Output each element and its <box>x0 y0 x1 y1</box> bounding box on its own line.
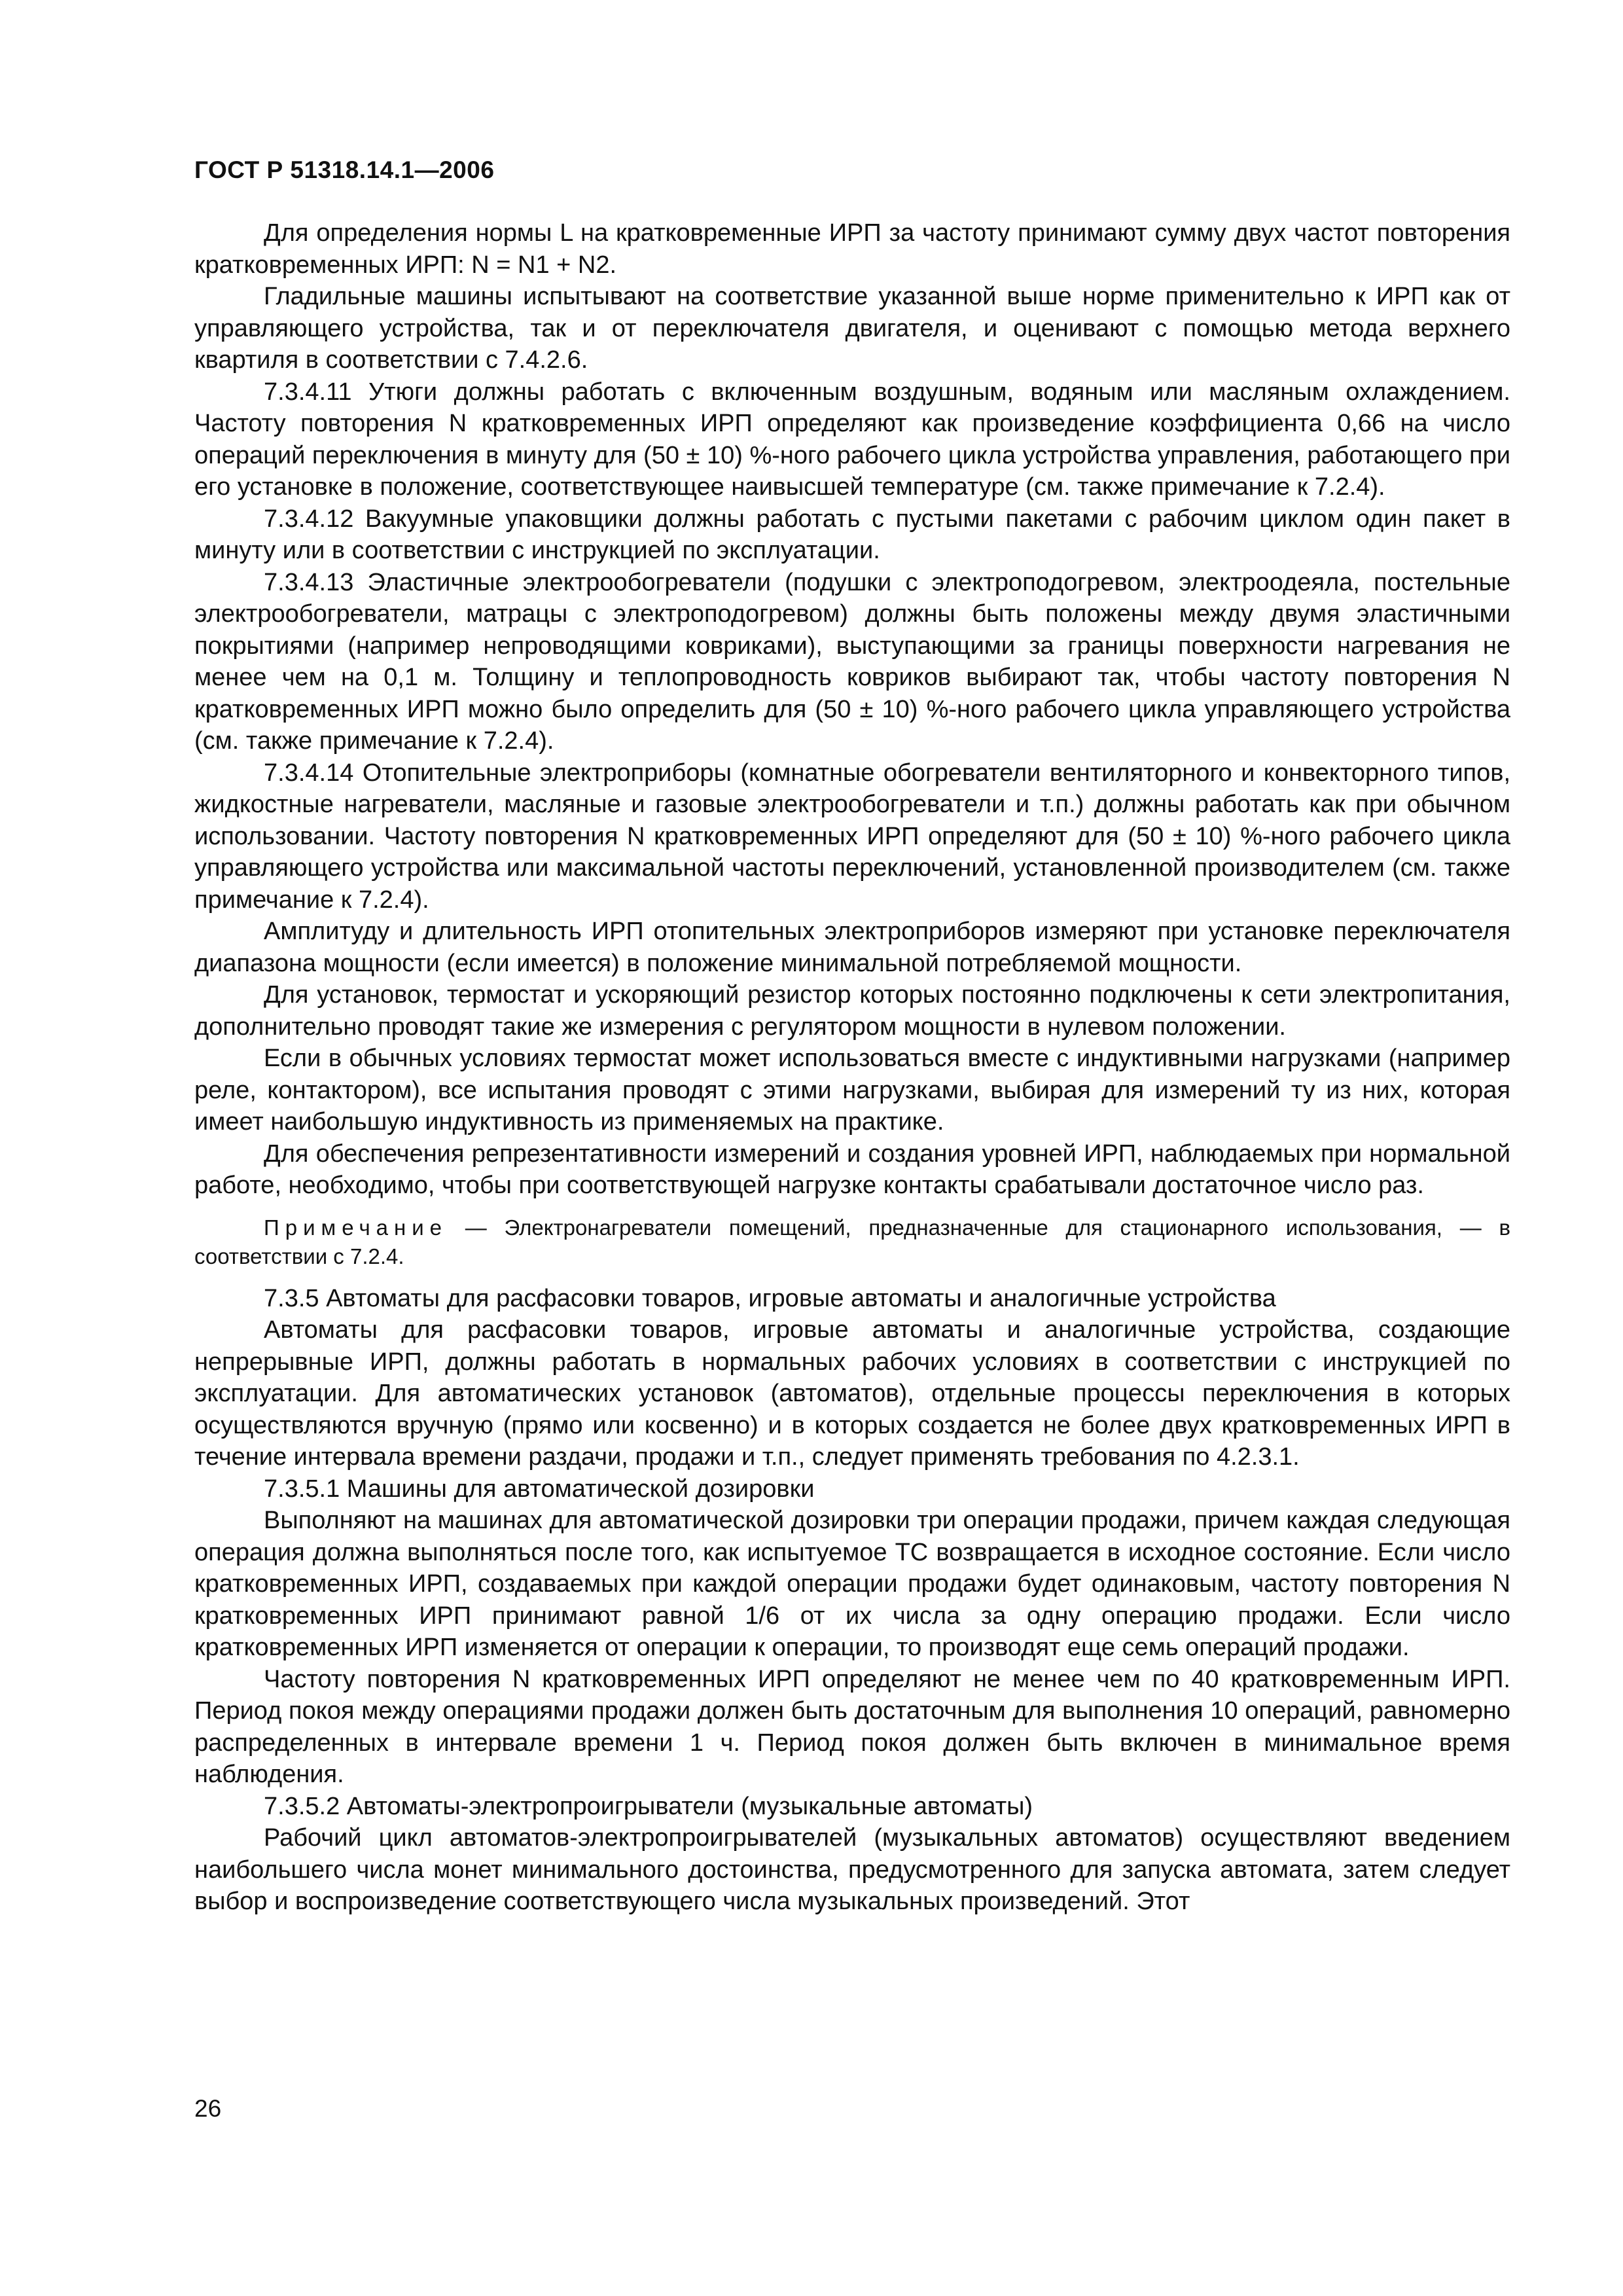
paragraph-text: Для обеспечения репрезентативности измерений и создания уровней ИРП, наблюдаемых при нормальной работе, необходимо, чтобы при соответствующей нагрузке контакты срабатывали достаточное число раз. <box>194 1139 1510 1199</box>
paragraph-text: 7.3.4.13 Эластичные электрообогреватели (подушки с электроподогревом, электроодеяла, постельные электрообогреватели, матрацы с электроподогревом) должны быть положены между двумя эластичными покрытиями (например непроводящими ковриками), выступающими за границы поверхности нагревания не менее чем на 0,1 м. Толщину и теплопроводность ковриков выбирают так, чтобы частоту повторения N кратковременных ИРП можно было определить для (50 ± 10) %-ного рабочего цикла управляющего устройства (см. также примечание к 7.2.4). <box>194 568 1510 755</box>
note-text: — Электронагреватели помещений, предназначенные для стационарного использования, — в соответствии с 7.2.4. <box>194 1215 1510 1268</box>
paragraph-amplitude <box>194 916 1510 979</box>
paragraph-text: 7.3.4.14 Отопительные электроприборы (комнатные обогреватели вентиляторного и конвекторного типов, жидкостные нагреватели, масляные и газовые электрообогреватели и т.п.) должны работать как при обычном использовании. Частоту повторения N кратковременных ИРП определяют для (50 ± 10) %-ного рабочего цикла управляющего устройства или максимальной частоты переключений, установленной производителем (см. также примечание к 7.2.4). <box>194 759 1510 914</box>
paragraph-installations <box>194 979 1510 1043</box>
note-paragraph <box>194 1213 1510 1271</box>
page-number: 26 <box>194 2095 222 2122</box>
paragraph-7-3-5-2-heading <box>194 1791 1510 1823</box>
paragraph-text: 7.3.5.1 Машины для автоматической дозировки <box>264 1475 815 1503</box>
paragraph-dosing-machines <box>194 1505 1510 1664</box>
paragraph-text: 7.3.5.2 Автоматы-электропроигрыватели (музыкальные автоматы) <box>264 1792 1033 1820</box>
paragraph-text: Если в обычных условиях термостат может использоваться вместе с индуктивными нагрузками (например реле, контактором), все испытания проводят с этими нагрузками, выбирая для измерений ту из них, которая имеет наибольшую индуктивность из применяемых на практике. <box>194 1045 1510 1136</box>
document-body <box>194 217 1510 1918</box>
paragraph-repetition-frequency <box>194 1664 1510 1791</box>
paragraph-text: Частоту повторения N кратковременных ИРП определяют не менее чем по 40 кратковременным ИРП. Период покоя между операциями продажи должен быть достаточным для выполнения 10 операций, равномерно распределенных в интервале времени 1 ч. Период покоя должен быть включен в минимальное время наблюдения. <box>194 1665 1510 1788</box>
paragraph-jukebox-cycle <box>194 1822 1510 1918</box>
paragraph-text: 7.3.5 Автоматы для расфасовки товаров, игровые автоматы и аналогичные устройства <box>264 1284 1276 1312</box>
paragraph-text: 7.3.4.12 Вакуумные упаковщики должны работать с пустыми пакетами с рабочим циклом один пакет в минуту или в соответствии с инструкцией по эксплуатации. <box>194 505 1510 564</box>
paragraph-7-3-4-11 <box>194 376 1510 503</box>
paragraph-ironing-machines <box>194 281 1510 376</box>
paragraph-text: Для определения нормы L на кратковременные ИРП за частоту принимают сумму двух частот повторения кратковременных ИРП: N = N1 + N2. <box>194 219 1510 279</box>
document-page <box>194 154 1510 2183</box>
paragraph-7-3-5-1-heading <box>194 1473 1510 1505</box>
paragraph-7-3-4-12 <box>194 503 1510 567</box>
paragraph-text: Гладильные машины испытывают на соответствие указанной выше норме применительно к ИРП как от управляющего устройства, так и от переключателя двигателя, и оценивают с помощью метода верхнего квартиля в соответствии с 7.4.2.6. <box>194 283 1510 374</box>
paragraph-representativeness <box>194 1138 1510 1202</box>
paragraph-text: 7.3.4.11 Утюги должны работать с включенным воздушным, водяным или масляным охлаждением. Частоту повторения N кратковременных ИРП определяют как произведение коэффициента 0,66 на число операций переключения в минуту для (50 ± 10) %-ного рабочего цикла устройства управления, работающего при его установке в положение, соответствующее наивысшей температуре (см. также примечание к 7.2.4). <box>194 378 1510 501</box>
paragraph-text: Для установок, термостат и ускоряющий резистор которых постоянно подключены к сети электропитания, дополнительно проводят такие же измерения с регулятором мощности в нулевом положении. <box>194 981 1510 1041</box>
paragraph-inductive-loads <box>194 1043 1510 1138</box>
paragraph-text: Рабочий цикл автоматов-электропроигрывателей (музыкальных автоматов) осуществляют введением наибольшего числа монет минимального достоинства, предусмотренного для запуска автомата, затем следует выбор и воспроизведение соответствующего числа музыкальных произведений. Этот <box>194 1824 1510 1915</box>
document-header-title: ГОСТ Р 51318.14.1—2006 <box>194 156 495 183</box>
paragraph-text: Автоматы для расфасовки товаров, игровые автоматы и аналогичные устройства, создающие непрерывные ИРП, должны работать в нормальных рабочих условиях в соответствии с инструкцией по эксплуатации. Для автоматических установок (автоматов), отдельные процессы переключения в которых осуществляются вручную (прямо или косвенно) и в которых создается не более двух кратковременных ИРП в течение интервала времени раздачи, продажи и т.п., следует применять требования по 4.2.3.1. <box>194 1316 1510 1471</box>
paragraph-7-3-4-13 <box>194 567 1510 757</box>
paragraph-vending-machines <box>194 1314 1510 1473</box>
paragraph-norm-definition <box>194 217 1510 281</box>
paragraph-text: Амплитуду и длительность ИРП отопительных электроприборов измеряют при установке переключателя диапазона мощности (если имеется) в положение минимальной потребляемой мощности. <box>194 918 1510 977</box>
paragraph-text: Выполняют на машинах для автоматической дозировки три операции продажи, причем каждая следующая операция должна выполняться после того, как испытуемое ТС возвращается в исходное состояние. Если число кратковременных ИРП, создаваемых при каждой операции продажи будет одинаковым, частоту повторения N кратковременных ИРП принимают равной 1/6 от их числа за одну операцию продажи. Если число кратковременных ИРП изменяется от операции к операции, то производят еще семь операций продажи. <box>194 1507 1510 1661</box>
paragraph-7-3-5-heading <box>194 1283 1510 1315</box>
note-label: Примечание <box>264 1215 448 1240</box>
paragraph-7-3-4-14 <box>194 757 1510 916</box>
